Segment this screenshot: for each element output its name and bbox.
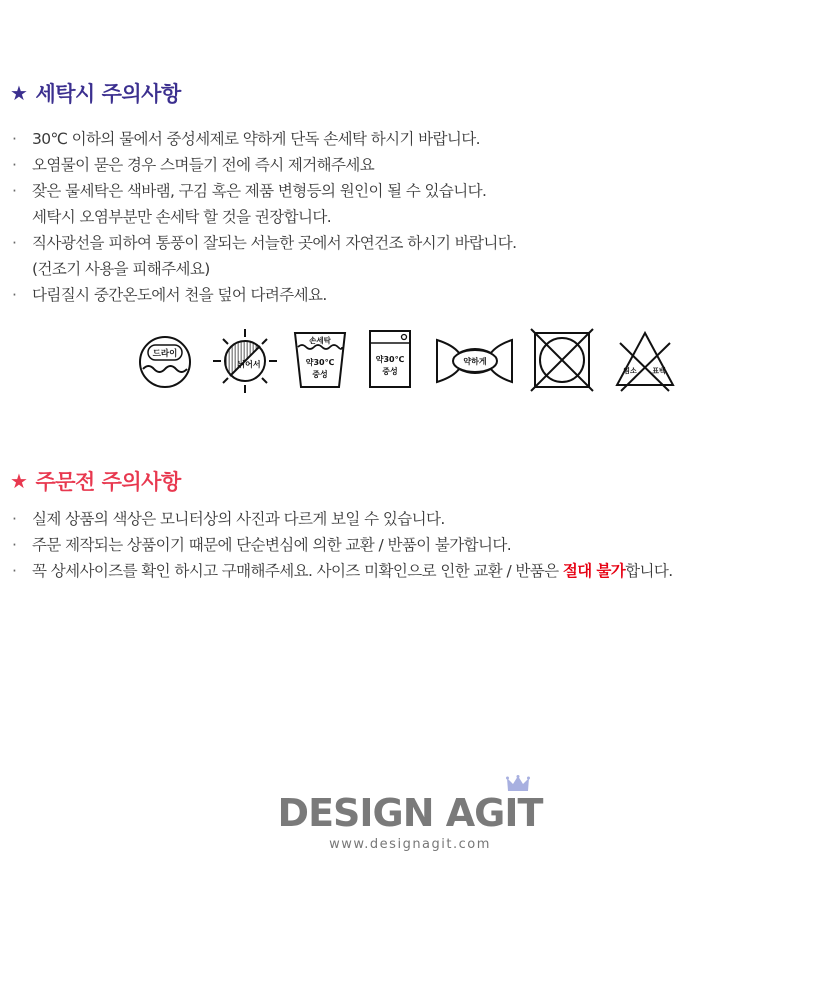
hand-wash-detergent-label: 중성 bbox=[312, 370, 328, 379]
shade-dry-label: 뉘어서 bbox=[237, 360, 261, 369]
wash-item-line: 다림질시 중간온도에서 천을 덮어 다려주세요. bbox=[32, 286, 327, 304]
wash-item-line: 잦은 물세탁은 색바램, 구김 혹은 제품 변형등의 원인이 될 수 있습니다. bbox=[32, 182, 487, 200]
no-tumble-dry-icon bbox=[531, 329, 593, 391]
wash-section bbox=[10, 78, 517, 308]
shade-dry-icon bbox=[213, 329, 277, 393]
machine-detergent-label: 중성 bbox=[382, 367, 398, 376]
order-section bbox=[10, 466, 673, 584]
wash-item-line: 오염물이 묻은 경우 스며들기 전에 즉시 제거해주세요 bbox=[32, 156, 375, 174]
dry-clean-label: 드라이 bbox=[152, 349, 178, 359]
hand-wash-icon bbox=[295, 333, 345, 387]
wash-heading bbox=[10, 78, 517, 108]
bullet: · bbox=[12, 182, 17, 200]
bullet: · bbox=[12, 234, 17, 252]
order-item-3-text: 꼭 상세사이즈를 확인 하시고 구매해주세요. 사이즈 미확인으로 인한 교환 / 반품은 bbox=[32, 562, 563, 580]
list-item bbox=[10, 230, 517, 282]
dry-clean-icon bbox=[140, 337, 190, 387]
bullet: · bbox=[12, 536, 17, 554]
crown-icon bbox=[506, 775, 530, 793]
order-heading bbox=[10, 466, 673, 496]
wash-list bbox=[10, 126, 517, 308]
emphasis-text: 절대 불가 bbox=[562, 562, 626, 580]
order-item-3-tail: 합니다. bbox=[625, 562, 673, 580]
machine-temp-label: 약30℃ bbox=[375, 355, 405, 364]
list-item bbox=[10, 282, 517, 308]
bleach-right-label: 표백 bbox=[652, 367, 666, 375]
wash-item-line: 세탁시 오염부분만 손세탁 할 것을 권장합니다. bbox=[32, 208, 332, 226]
iron-low-label: 약하게 bbox=[463, 357, 487, 366]
list-item bbox=[10, 532, 673, 558]
bleach-left-label: 염소 bbox=[623, 367, 637, 375]
wash-item-line: 30℃ 이하의 물에서 중성세제로 약하게 단독 손세탁 하시기 바랍니다. bbox=[32, 130, 480, 148]
order-item-2: 주문 제작되는 상품이기 때문에 단순변심에 의한 교환 / 반품이 불가합니다. bbox=[32, 536, 512, 554]
brand-name: DESIGN AGIT bbox=[277, 791, 543, 835]
star-icon: ★ bbox=[10, 469, 28, 493]
bullet: · bbox=[12, 156, 17, 174]
star-icon: ★ bbox=[10, 81, 28, 105]
bullet: · bbox=[12, 510, 17, 528]
order-list bbox=[10, 506, 673, 584]
order-title: 주문전 주의사항 bbox=[35, 470, 181, 494]
care-symbols bbox=[135, 325, 680, 395]
list-item bbox=[10, 178, 517, 230]
list-item bbox=[10, 126, 517, 152]
no-bleach-icon bbox=[617, 333, 673, 391]
bullet: · bbox=[12, 130, 17, 148]
hand-wash-temp-label: 약30℃ bbox=[305, 358, 335, 367]
list-item bbox=[10, 506, 673, 532]
wash-item-line: 직사광선을 피하여 통풍이 잘되는 서늘한 곳에서 자연건조 하시기 바랍니다. bbox=[32, 234, 517, 252]
iron-low-icon bbox=[437, 340, 512, 382]
list-item bbox=[10, 558, 673, 584]
wash-title: 세탁시 주의사항 bbox=[35, 82, 181, 106]
hand-wash-top-label: 손세탁 bbox=[309, 336, 331, 345]
bullet: · bbox=[12, 286, 17, 304]
brand-logo bbox=[270, 775, 550, 852]
brand-url: www.designagit.com bbox=[329, 837, 491, 852]
list-item bbox=[10, 152, 517, 178]
machine-wash-icon bbox=[370, 331, 410, 387]
order-item-1: 실제 상품의 색상은 모니터상의 사진과 다르게 보일 수 있습니다. bbox=[32, 510, 445, 528]
bullet: · bbox=[12, 562, 17, 580]
wash-item-line: (건조기 사용을 피해주세요) bbox=[32, 260, 210, 278]
